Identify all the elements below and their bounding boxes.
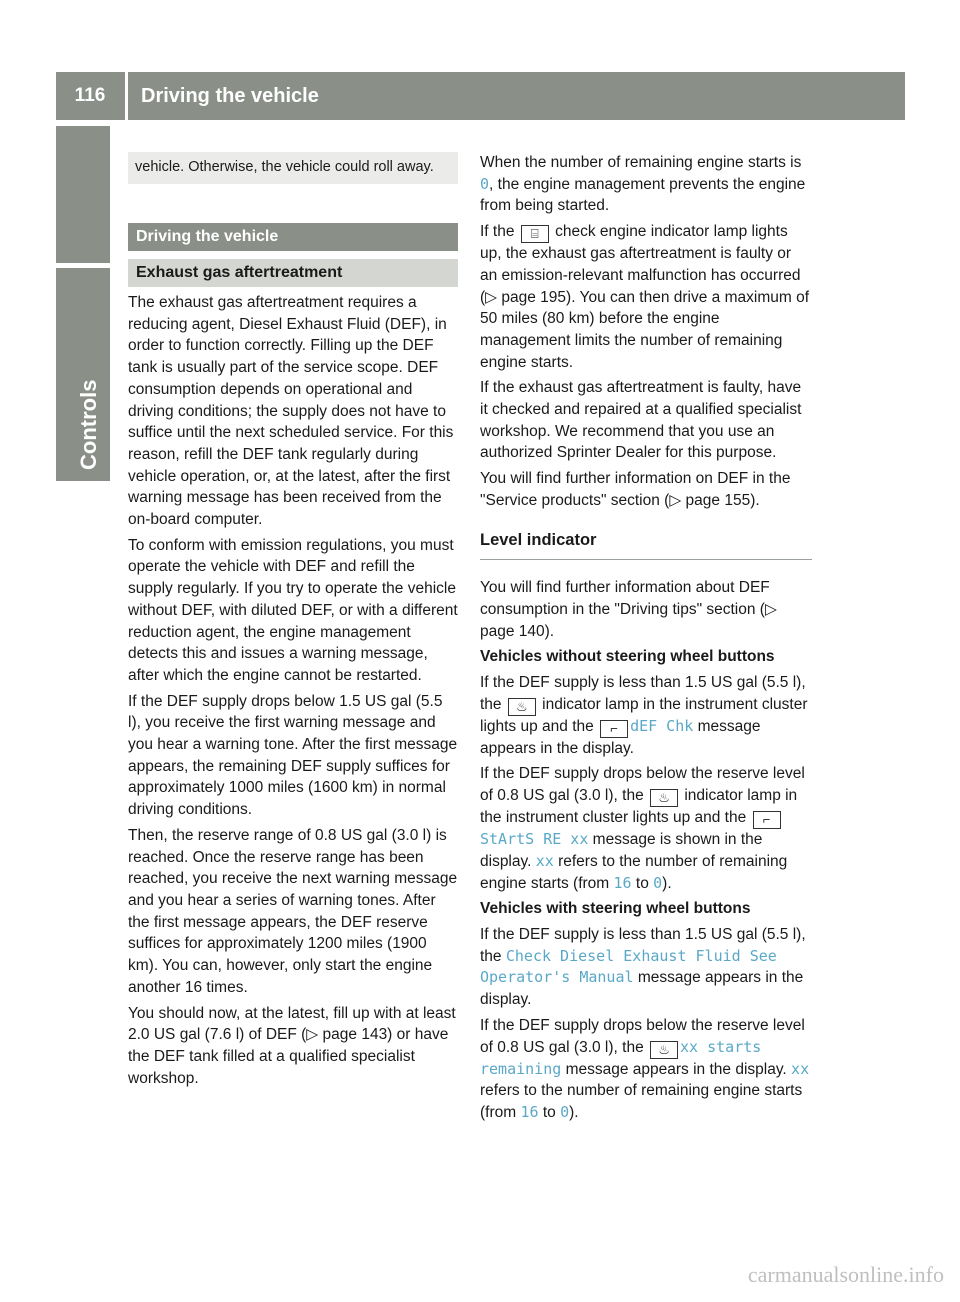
header-divider	[125, 72, 128, 120]
def-indicator-icon: ♨	[508, 698, 536, 716]
def-indicator-icon: ♨	[650, 1041, 678, 1059]
display-code: 0	[480, 174, 490, 193]
display-code: StArtS RE xx	[480, 830, 589, 849]
display-code: Check Diesel Exhaust Fluid See Operator's Manual	[480, 946, 777, 987]
paragraph: If the DEF supply drops below the reserve level of 0.8 US gal (3.0 l), the ♨ indicator lamp in the instrument cluster lights up and the ⌐StArtS RE xx message is shown in the display. xx refers to the number of remaining engine starts (from 16 to 0).	[480, 765, 805, 892]
sub-heading: Exhaust gas aftertreatment	[128, 259, 458, 287]
note-box: vehicle. Otherwise, the vehicle could roll away.	[128, 152, 458, 184]
subheading-with-buttons: Vehicles with steering wheel buttons	[480, 900, 751, 918]
paragraph: You will find further information on DEF in the "Service products" section (▷ page 155).	[480, 470, 791, 509]
paragraph: To conform with emission regulations, you must operate the vehicle with DEF and refill the supply regularly. If you try to operate the vehicle without DEF, with diluted DEF, or with a different reduction agent, the engine management detects this and issues a warning message, after which the engine cannot be restarted.	[128, 536, 458, 684]
paragraph: You should now, at the latest, fill up with at least 2.0 US gal (7.6 l) of DEF (▷ page 143) or have the DEF tank filled at a qualified specialist workshop.	[128, 1004, 456, 1087]
subheading-without-buttons: Vehicles without steering wheel buttons	[480, 648, 775, 666]
display-code: xx starts remaining	[480, 1037, 762, 1078]
section-heading: Driving the vehicle	[128, 223, 458, 251]
paragraph: If the ⌸ check engine indicator lamp lights up, the exhaust gas aftertreatment is faulty or an emission-relevant malfunction has occurred (▷ page 195). You can then drive a maximum of 50 miles (80 km) before the engine management limits the number of remaining engine starts.	[480, 223, 809, 371]
paragraph: The exhaust gas aftertreatment requires a reducing agent, Diesel Exhaust Fluid (DEF), in order to function correctly. Filling up the DEF tank is usually part of the service scope. DEF consumption depends on operational and driving conditions; the supply does not have to suffice until the next scheduled service. For this reason, refill the DEF tank regularly during vehicle operation, or, at the latest, after the first warning message has been received from the on-board computer.	[128, 294, 454, 529]
page-number: 116	[74, 85, 106, 106]
level-indicator-heading: Level indicator	[480, 530, 812, 561]
def-indicator-icon: ♨	[650, 789, 678, 807]
paragraph: If the DEF supply is less than 1.5 US gal (5.5 l), the Check Diesel Exhaust Fluid See Operator's Manual message appears in the display.	[480, 925, 806, 1009]
paragraph: When the number of remaining engine starts is 0, the engine management prevents the engine from being started.	[480, 154, 806, 215]
watermark: carmanualsonline.info	[747, 1262, 944, 1287]
paragraph: If the DEF supply drops below 1.5 US gal (5.5 l), you receive the first warning message and you hear a warning tone. After the first message appears, the remaining DEF supply suffices for approximately 1000 miles (1600 km) in normal driving conditions.	[128, 692, 458, 819]
side-tab-label: Controls	[76, 379, 101, 470]
display-code: dEF Chk	[630, 716, 694, 735]
paragraph: If the DEF supply drops below the reserve level of 0.8 US gal (3.0 l), the ♨ xx starts remaining message appears in the display. xx refers to the number of remaining engine starts (from 16 to 0).	[480, 1016, 810, 1121]
paragraph: Then, the reserve range of 0.8 US gal (3.0 l) is reached. Once the reserve range has been reached, you receive the next warning message and you hear a series of warning tones. After the first message appears, the DEF reserve suffices for approximately 1200 miles (1900 km). You can, however, only start the engine another 16 times.	[128, 826, 458, 996]
paragraph: If the DEF supply is less than 1.5 US gal (5.5 l), the ♨ indicator lamp in the instrument cluster lights up and the ⌐ dEF Chk message appears in the display.	[480, 674, 808, 757]
wrench-icon: ⌐	[600, 720, 628, 738]
check-engine-icon: ⌸	[521, 225, 549, 243]
paragraph: If the exhaust gas aftertreatment is faulty, have it checked and repaired at a qualified specialist workshop. We recommend that you use an authorized Sprinter Dealer for this purpose.	[480, 379, 802, 462]
paragraph: You will find further information about DEF consumption in the "Driving tips" section (▷ page 140).	[480, 579, 777, 640]
wrench-icon: ⌐	[753, 811, 781, 829]
right-column	[480, 152, 812, 1128]
page-title: Driving the vehicle	[141, 84, 319, 107]
side-tab-upper	[56, 126, 110, 263]
left-column	[128, 152, 458, 1093]
